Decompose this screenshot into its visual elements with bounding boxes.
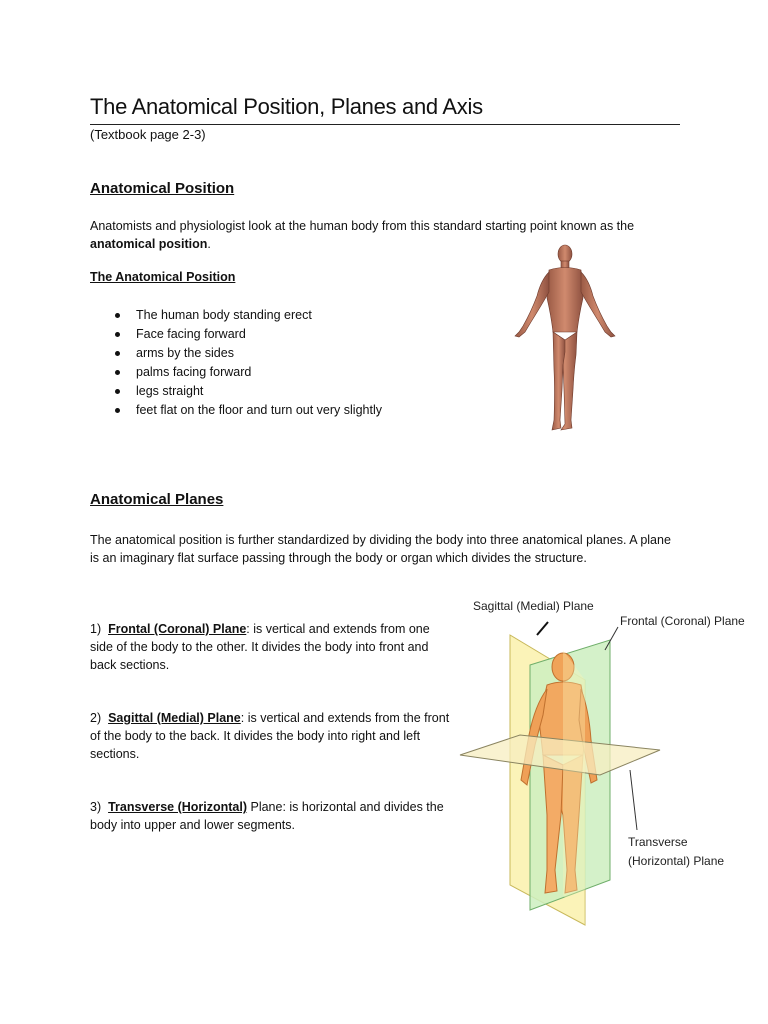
label-transverse-plane-line1: Transverse xyxy=(628,835,688,849)
label-frontal-plane: Frontal (Coronal) Plane xyxy=(620,614,745,628)
page-title: The Anatomical Position, Planes and Axis xyxy=(90,94,483,119)
plane-item-sagittal xyxy=(90,709,450,763)
body-planes-figure xyxy=(455,595,755,930)
plane-number: 3) xyxy=(90,800,102,814)
list-item: arms by the sides xyxy=(90,344,382,363)
list-item: The human body standing erect xyxy=(90,306,382,325)
title-underline xyxy=(90,124,680,125)
list-item: legs straight xyxy=(90,382,382,401)
transverse-pointer xyxy=(630,770,637,830)
transverse-plane-shape xyxy=(460,735,660,775)
section-heading-anatomical-planes: Anatomical Planes xyxy=(90,491,224,508)
plane-description: : is vertical and extends from one side of the body to the other. It divides the body into front and back sections. xyxy=(90,622,430,672)
section-intro-anatomical-planes: The anatomical position is further standardized by dividing the body into three anatomical planes. A plane is an imaginary flat surface passing through the body or organ which divides the structure. xyxy=(90,533,671,565)
label-sagittal-plane: Sagittal (Medial) Plane xyxy=(473,599,594,613)
plane-term: Frontal (Coronal) Plane xyxy=(108,622,247,636)
sagittal-pointer xyxy=(537,622,548,635)
plane-description: Plane: is horizontal and divides the body into upper and lower segments. xyxy=(90,800,444,832)
plane-description: : is vertical and extends from the front of the body to the back. It divides the body into right and left sections. xyxy=(90,711,450,761)
frontal-pointer xyxy=(605,627,618,650)
plane-term: Sagittal (Medial) Plane xyxy=(108,711,241,725)
intro-text: Anatomists and physiologist look at the human body from this standard starting point known as the xyxy=(90,219,635,233)
plane-item-transverse xyxy=(90,798,450,834)
anatomical-position-figure xyxy=(505,240,625,435)
page-subtitle: (Textbook page 2-3) xyxy=(90,127,206,142)
list-item: Face facing forward xyxy=(90,325,382,344)
plane-number: 1) xyxy=(90,622,102,636)
label-transverse-plane-line2: (Horizontal) Plane xyxy=(628,854,725,868)
plane-number: 2) xyxy=(90,711,102,725)
anatomical-position-list xyxy=(90,306,382,420)
subheading-anatomical-position: The Anatomical Position xyxy=(90,270,236,284)
plane-term: Transverse (Horizontal) xyxy=(108,800,248,814)
list-item: feet flat on the floor and turn out very slightly xyxy=(90,401,382,420)
list-item: palms facing forward xyxy=(90,363,382,382)
intro-end: . xyxy=(207,237,211,251)
plane-item-frontal xyxy=(90,620,450,674)
intro-bold-term: anatomical position xyxy=(90,237,208,251)
section-heading-anatomical-position: Anatomical Position xyxy=(90,180,235,197)
